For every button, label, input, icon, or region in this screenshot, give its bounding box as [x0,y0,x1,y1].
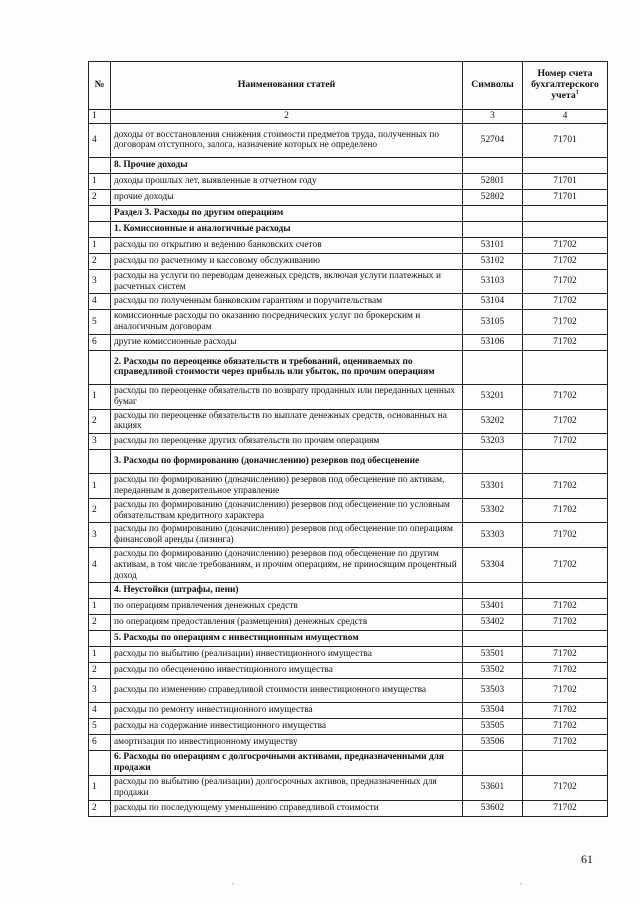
row-symbol: 53105 [463,310,523,335]
row-account: 71702 [523,735,608,751]
row-name: расходы по открытию и ведению банковских счетов [111,237,463,253]
row-name: по операциям привлечения денежных средств [111,599,463,615]
row-name: 8. Прочие доходы [111,157,463,173]
row-symbol: 53102 [463,253,523,269]
row-symbol: 53304 [463,547,523,582]
row-number [89,450,111,474]
section-heading-row [89,350,608,384]
row-symbol: 53503 [463,679,523,703]
row-number: 4 [89,123,111,157]
row-number: 3 [89,679,111,703]
row-number: 1 [89,647,111,663]
row-account: 71702 [523,679,608,703]
row-symbol: 53402 [463,615,523,631]
row-name: расходы по формированию (доначислению) резервов под обесценение по другим активам, в том числе требованиям, и прочим операциям, не приносящим процентный доход [111,547,463,582]
column-numbers-row [89,110,608,124]
row-symbol: 53101 [463,237,523,253]
row-number: 4 [89,703,111,719]
row-name: расходы по полученным банковским гарантиям и поручительствам [111,294,463,310]
section-heading-row [89,751,608,776]
row-name: доходы от восстановления снижения стоимости предметов труда, полученных по договорам отступного, залога, назначение которых не определено [111,123,463,157]
row-number [89,205,111,221]
row-name: Раздел 3. Расходы по другим операциям [111,205,463,221]
row-name: расходы по обесценению инвестиционного имущества [111,663,463,679]
row-account [523,157,608,173]
row-number: 1 [89,384,111,409]
row-number: 1 [89,775,111,800]
table-row [89,237,608,253]
row-symbol: 53201 [463,384,523,409]
row-symbol: 53106 [463,334,523,350]
section-heading-row [89,221,608,237]
table-row [89,409,608,434]
row-name: комиссионные расходы по оказанию посреднических услуг по брокерским и аналогичным договорам [111,310,463,335]
header-num: № [89,62,111,110]
row-account [523,631,608,647]
row-symbol: 53302 [463,498,523,523]
table-header-row [89,62,608,110]
row-symbol: 53602 [463,800,523,816]
table-row [89,253,608,269]
table-row [89,523,608,548]
row-symbol: 53505 [463,719,523,735]
row-number: 1 [89,599,111,615]
table-row [89,647,608,663]
row-account: 71702 [523,703,608,719]
row-account: 71701 [523,123,608,157]
row-number: 1 [89,474,111,499]
scan-mark: ˛ [232,876,235,885]
row-number: 6 [89,334,111,350]
row-number: 5 [89,310,111,335]
row-account: 71702 [523,294,608,310]
row-number: 2 [89,615,111,631]
row-number: 1 [89,237,111,253]
row-number: 2 [89,253,111,269]
column-number-4: 4 [523,110,608,124]
row-account: 71702 [523,663,608,679]
row-number [89,157,111,173]
row-symbol: 53601 [463,775,523,800]
row-account: 71702 [523,334,608,350]
row-symbol: 53203 [463,434,523,450]
row-name: расходы по формированию (доначислению) резервов под обесценение по активам, переданным в доверительное управление [111,474,463,499]
row-number: 2 [89,189,111,205]
row-account: 71702 [523,800,608,816]
row-name: расходы по переоценке других обязательств по прочим операциям [111,434,463,450]
row-symbol: 53506 [463,735,523,751]
accounts-table [88,61,608,817]
row-name: расходы по выбытию (реализации) инвестиционного имущества [111,647,463,663]
row-number [89,751,111,776]
row-symbol [463,221,523,237]
row-symbol: 52801 [463,173,523,189]
row-number: 2 [89,409,111,434]
row-number [89,221,111,237]
table-row [89,474,608,499]
section-heading-row [89,157,608,173]
row-symbol: 53104 [463,294,523,310]
row-symbol [463,583,523,599]
row-account: 71702 [523,498,608,523]
header-account-label: Номер счета бухгалтерского учета [531,68,599,101]
row-account [523,583,608,599]
row-account: 71702 [523,409,608,434]
row-name: другие комиссионные расходы [111,334,463,350]
row-symbol: 52704 [463,123,523,157]
table-row [89,269,608,294]
row-account [523,450,608,474]
row-account: 71702 [523,775,608,800]
row-name: 2. Расходы по переоценке обязательств и требований, оцениваемых по справедливой стоимости через прибыль или убыток, по прочим операциям [111,350,463,384]
table-row [89,800,608,816]
table-row [89,679,608,703]
row-symbol [463,751,523,776]
table-row [89,735,608,751]
row-symbol: 52802 [463,189,523,205]
table-row [89,547,608,582]
row-name: расходы по выбытию (реализации) долгосрочных активов, предназначенных для продажи [111,775,463,800]
row-account: 71702 [523,647,608,663]
section-heading-row [89,450,608,474]
scan-mark: ˛ [520,876,523,885]
row-account: 71701 [523,189,608,205]
row-name: доходы прошлых лет, выявленные в отчетном году [111,173,463,189]
row-name: 5. Расходы по операциям с инвестиционным имуществом [111,631,463,647]
row-name: по операциям предоставления (размещения) денежных средств [111,615,463,631]
row-name: расходы по переоценке обязательств по выплате денежных средств, основанных на акциях [111,409,463,434]
page-number: 61 [581,852,593,866]
row-account: 71702 [523,719,608,735]
section-heading-row [89,631,608,647]
row-name: расходы на услуги по переводам денежных средств, включая услуги платежных и расчетных систем [111,269,463,294]
column-number-2: 2 [111,110,463,124]
section-heading-row [89,583,608,599]
row-name: амортизация по инвестиционному имуществу [111,735,463,751]
row-number: 2 [89,663,111,679]
table-row [89,663,608,679]
row-account: 71702 [523,615,608,631]
table-row [89,775,608,800]
row-symbol [463,631,523,647]
row-number: 6 [89,735,111,751]
row-account: 71702 [523,547,608,582]
row-symbol: 53303 [463,523,523,548]
column-number-1: 1 [89,110,111,124]
row-symbol: 53103 [463,269,523,294]
row-symbol: 53501 [463,647,523,663]
row-account: 71702 [523,253,608,269]
row-name: 6. Расходы по операциям с долгосрочными активами, предназначенными для продажи [111,751,463,776]
row-account: 71701 [523,173,608,189]
row-account: 71702 [523,269,608,294]
row-name: расходы по последующему уменьшению справедливой стоимости [111,800,463,816]
header-account-footnote: 1 [575,89,579,96]
row-account [523,205,608,221]
row-number [89,631,111,647]
table-row [89,294,608,310]
row-number: 2 [89,800,111,816]
row-account: 71702 [523,434,608,450]
row-number: 4 [89,547,111,582]
table-row [89,189,608,205]
table-row [89,615,608,631]
row-number [89,350,111,384]
row-account: 71702 [523,474,608,499]
row-name: 1. Комиссионные и аналогичные расходы [111,221,463,237]
table-row [89,334,608,350]
header-account [523,62,608,110]
table-row [89,703,608,719]
table-row [89,384,608,409]
row-number: 5 [89,719,111,735]
row-symbol: 53502 [463,663,523,679]
table-row [89,310,608,335]
row-number: 1 [89,173,111,189]
table-row [89,498,608,523]
row-name: расходы по переоценке обязательств по возврату проданных или переданных ценных бумаг [111,384,463,409]
row-number [89,583,111,599]
table-row [89,173,608,189]
row-name: расходы на содержание инвестиционного имущества [111,719,463,735]
row-name: расходы по изменению справедливой стоимости инвестиционного имущества [111,679,463,703]
row-symbol [463,450,523,474]
row-name: расходы по формированию (доначислению) резервов под обесценение по операциям финансовой аренды (лизинга) [111,523,463,548]
row-account [523,221,608,237]
table-row [89,434,608,450]
column-number-3: 3 [463,110,523,124]
row-number: 4 [89,294,111,310]
row-account [523,350,608,384]
table-row [89,719,608,735]
row-number: 3 [89,523,111,548]
header-symbols: Символы [463,62,523,110]
row-name: расходы по ремонту инвестиционного имущества [111,703,463,719]
row-account: 71702 [523,310,608,335]
row-symbol [463,157,523,173]
row-account: 71702 [523,384,608,409]
row-number: 3 [89,434,111,450]
row-name: прочие доходы [111,189,463,205]
row-symbol [463,350,523,384]
row-account: 71702 [523,599,608,615]
header-name: Наименования статей [111,62,463,110]
row-symbol: 53301 [463,474,523,499]
row-symbol: 53401 [463,599,523,615]
row-number: 3 [89,269,111,294]
row-name: 4. Неустойки (штрафы, пени) [111,583,463,599]
row-account: 71702 [523,523,608,548]
row-number: 2 [89,498,111,523]
row-name: расходы по формированию (доначислению) резервов под обесценение по условным обязательствам кредитного характера [111,498,463,523]
row-name: расходы по расчетному и кассовому обслуживанию [111,253,463,269]
table-row [89,599,608,615]
row-symbol: 53504 [463,703,523,719]
section-heading-row [89,205,608,221]
row-name: 3. Расходы по формированию (доначислению) резервов под обесценение [111,450,463,474]
row-symbol [463,205,523,221]
row-account: 71702 [523,237,608,253]
row-symbol: 53202 [463,409,523,434]
table-row [89,123,608,157]
row-account [523,751,608,776]
